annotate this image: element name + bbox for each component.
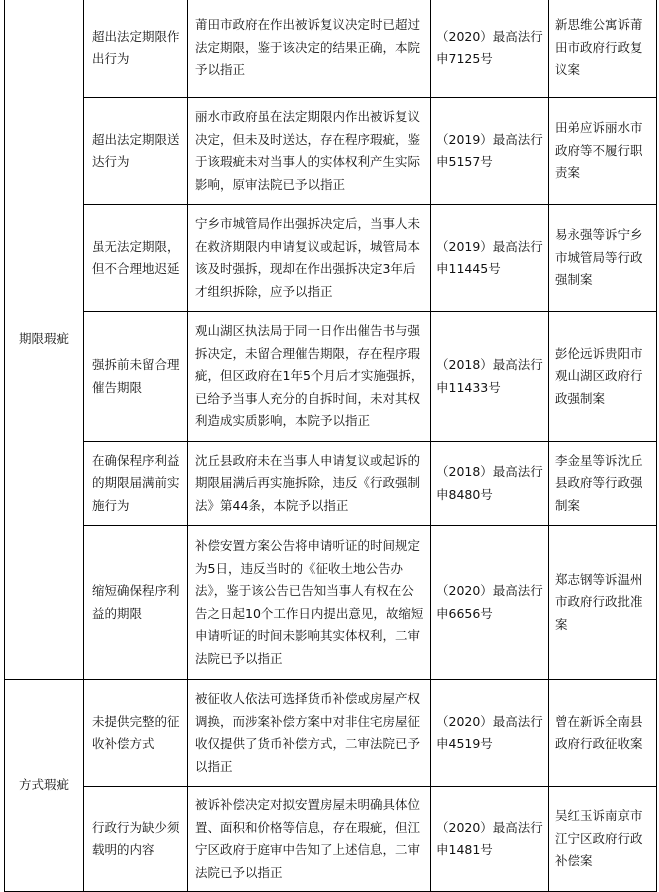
case-number-cell: （2020）最高法行申7125号 <box>431 0 549 98</box>
table-row <box>5 680 657 787</box>
case-name-cell: 田弟应诉丽水市政府等不履行职责案 <box>549 98 657 205</box>
case-description-cell: 被诉补偿决定对拟安置房屋未明确具体位置、面积和价格等信息，存在瑕疵，但江宁区政府于庭审中告知了上述信息，二审法院已予以指正 <box>188 787 431 892</box>
case-name-cell: 易永强等诉宁乡市城管局等行政强制案 <box>549 205 657 312</box>
category-label: 方式瑕疵 <box>18 777 69 793</box>
table-row <box>5 205 657 312</box>
table-row <box>5 787 657 892</box>
defect-table <box>4 0 657 892</box>
defect-type-cell: 在确保程序利益的期限届满前实施行为 <box>84 442 188 526</box>
case-description-cell: 丽水市政府虽在法定期限内作出被诉复议决定，但未及时送达，存在程序瑕疵，鉴于该瑕疵未对当事人的实体权利产生实际影响，原审法院已予以指正 <box>188 98 431 205</box>
case-description-cell: 观山湖区执法局于同一日作出催告书与强拆决定，未留合理催告期限，存在程序瑕疵，但区政府在1年5个月后才实施强拆，已给予当事人充分的自拆时间，未对其权利造成实质影响，本院予以指正 <box>188 312 431 442</box>
table-row <box>5 98 657 205</box>
defect-type-cell: 强拆前未留合理催告期限 <box>84 312 188 442</box>
case-name-cell: 彭伦远诉贵阳市观山湖区政府行政强制案 <box>549 312 657 442</box>
case-description-cell: 沈丘县政府未在当事人申请复议或起诉的期限届满后再实施拆除，违反《行政强制法》第44条，本院予以指正 <box>188 442 431 526</box>
case-name-cell: 李金星等诉沈丘县政府等行政强制案 <box>549 442 657 526</box>
case-name-cell: 吴红玉诉南京市江宁区政府行政补偿案 <box>549 787 657 892</box>
defect-type-cell: 行政行为缺少须载明的内容 <box>84 787 188 892</box>
case-number-cell: （2018）最高法行申8480号 <box>431 442 549 526</box>
case-number-cell: （2020）最高法行申6656号 <box>431 526 549 680</box>
table-row <box>5 442 657 526</box>
table-row <box>5 0 657 98</box>
table-row <box>5 526 657 680</box>
case-number-cell: （2020）最高法行申4519号 <box>431 680 549 787</box>
case-number-cell: （2020）最高法行申1481号 <box>431 787 549 892</box>
case-number-cell: （2019）最高法行申5157号 <box>431 98 549 205</box>
case-name-cell: 曾在新诉全南县政府行政征收案 <box>549 680 657 787</box>
defect-type-cell: 虽无法定期限，但不合理地迟延 <box>84 205 188 312</box>
defect-type-cell: 超出法定期限作出行为 <box>84 0 188 98</box>
category-label: 期限瑕疵 <box>18 330 69 346</box>
case-name-cell: 新思维公寓诉莆田市政府行政复议案 <box>549 0 657 98</box>
defect-type-cell: 缩短确保程序利益的期限 <box>84 526 188 680</box>
case-description-cell: 宁乡市城管局作出强拆决定后，当事人未在救济期限内申请复议或起诉，城管局本该及时强拆，现却在作出强拆决定3年后才组织拆除，应予以指正 <box>188 205 431 312</box>
case-description-cell: 补偿安置方案公告将申请听证的时间规定为5日，违反当时的《征收土地公告办法》，鉴于该公告已告知当事人有权在公告之日起10个工作日内提出意见，故缩短申请听证的时间未影响其实体权利，二审法院已予以指正 <box>188 526 431 680</box>
case-number-cell: （2019）最高法行申11445号 <box>431 205 549 312</box>
case-description-cell: 莆田市政府在作出被诉复议决定时已超过法定期限，鉴于该决定的结果正确，本院予以指正 <box>188 0 431 98</box>
case-description-cell: 被征收人依法可选择货币补偿或房屋产权调换，而涉案补偿方案中对非住宅房屋征收仅提供了货币补偿方式，二审法院已予以指正 <box>188 680 431 787</box>
category-cell <box>5 0 84 680</box>
defect-type-cell: 超出法定期限送达行为 <box>84 98 188 205</box>
defect-type-cell: 未提供完整的征收补偿方式 <box>84 680 188 787</box>
case-name-cell: 郑志钢等诉温州市政府行政批准案 <box>549 526 657 680</box>
table-row <box>5 312 657 442</box>
case-number-cell: （2018）最高法行申11433号 <box>431 312 549 442</box>
category-cell <box>5 680 84 892</box>
